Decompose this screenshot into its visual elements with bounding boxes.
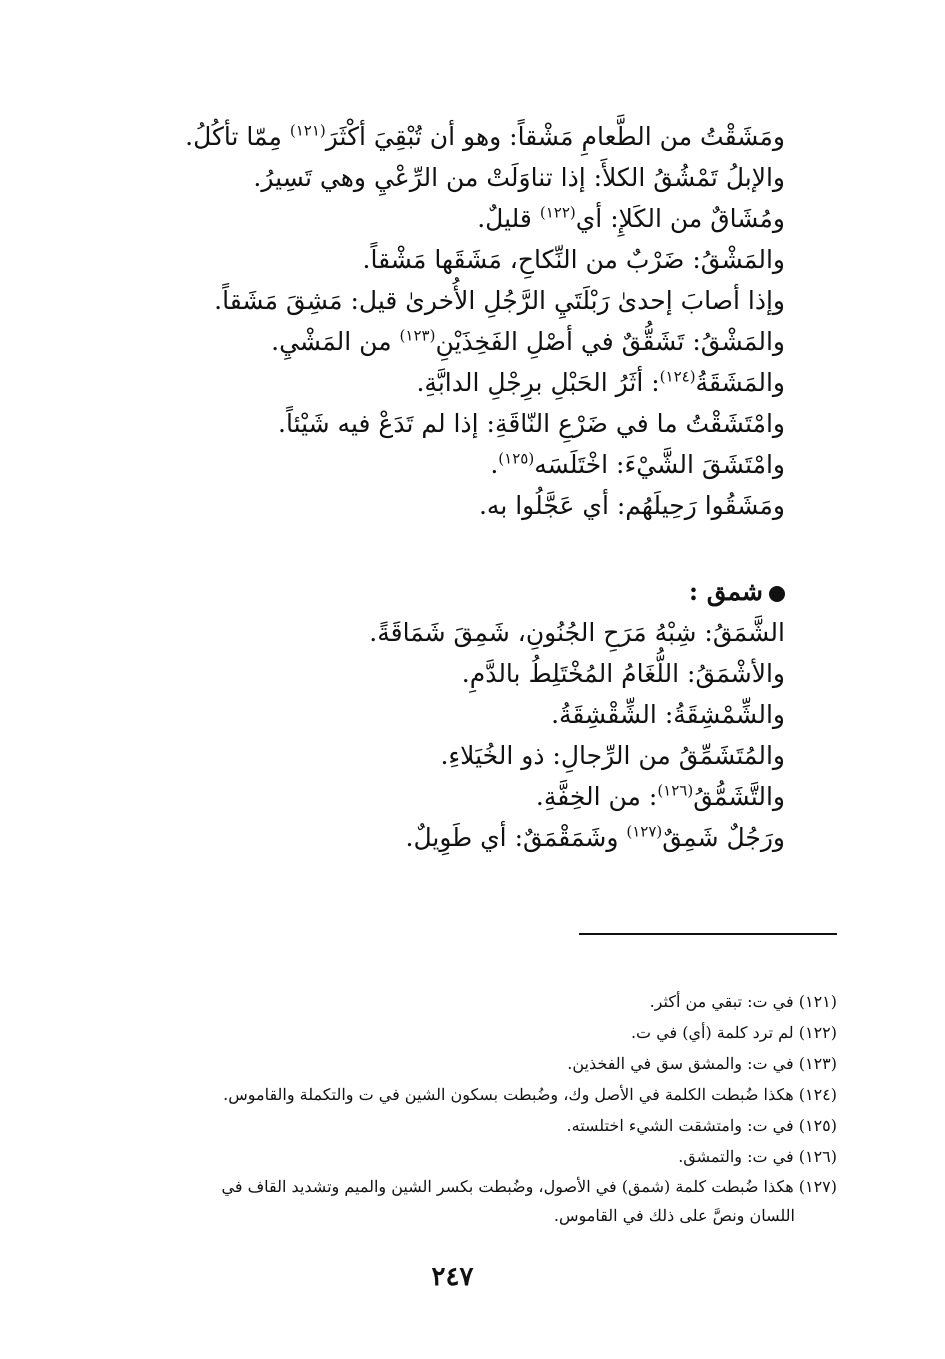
footnote-ref: (١٢١): [289, 121, 326, 140]
entries-group-mashq: [185, 116, 785, 526]
entry-line: [225, 157, 785, 198]
footnote-item: (١٢٦) في ت: والتمشق.: [678, 1147, 837, 1166]
entry-text: والمَشَقَةُ: [695, 368, 785, 397]
entry-text: ورَجُلٌ شَمِقٌ: [662, 823, 785, 852]
entry-text: والمُتَشَمِّقُ من الرِّجالِ: ذو الخُيَلاءِ.: [440, 741, 785, 770]
footnote-item: (١٢١) في ت: تبقي من أكثر.: [649, 992, 837, 1011]
section-gap: [225, 526, 785, 571]
entry-text: ومَشَقْتُ من الطَّعامِ مَشْقاً: وهو أن تُبْقِيَ أكْثَرَ: [325, 122, 785, 151]
entry-text-end: .: [490, 450, 499, 479]
main-text-block: [185, 116, 785, 858]
footnote-item: (١٢٣) في ت: والمشق سق في الفخذين.: [567, 1054, 837, 1073]
footnote-ref: (١٢٣): [399, 326, 436, 345]
footnote-item: (١٢٢) لم ترد كلمة (أي) في ت.: [630, 1023, 837, 1042]
section-heading: [225, 571, 785, 612]
entry-text: والشِّمْشِقَةُ: الشِّقْشِقَةُ.: [551, 700, 785, 729]
entry-line: [225, 321, 785, 362]
entry-text: ومُشَاقٌ من الكَلإِ: أي: [575, 204, 785, 233]
entry-text: والتَّشَمُّقُ: [693, 782, 785, 811]
footnote-ref: (١٢٤): [659, 367, 696, 386]
footnote-text: (١٢٧) هكذا ضُبطت كلمة (شمق) في الأصول، وضُبطت بكسر الشين والميم وتشديد القاف في: [221, 1177, 837, 1196]
entry-line: [225, 653, 785, 694]
entry-line: [185, 116, 785, 157]
entries-group-shamq: [225, 612, 785, 858]
entry-text: وامْتَشَقْتُ ما في ضَرْعِ النّاقَةِ: إذا لم تَدَعْ فيه شَيْئاً.: [278, 409, 785, 438]
entry-text: وامْتَشَقَ الشَّيْءَ: اخْتَلَسَه: [534, 450, 785, 479]
entry-line: [225, 198, 785, 239]
entry-line: [225, 735, 785, 776]
page-number: ٢٤٧: [431, 1262, 474, 1292]
entry-text: ومَشَقُوا رَحِيلَهُم: أي عَجَّلُوا به.: [478, 491, 785, 520]
entry-text-end: مِمّا تأكُلُ.: [185, 122, 290, 151]
footnote-item: (١٢٤) هكذا ضُبطت الكلمة في الأصل وك، وضُبطت بسكون الشين في ت والتكملة والقاموس.: [223, 1085, 837, 1104]
entry-line: [225, 612, 785, 653]
footnote-ref: (١٢٥): [498, 449, 535, 468]
entry-line: [214, 280, 785, 321]
entry-text: والمَشْقُ: ضَرْبٌ من النِّكاحِ، مَشَقَها مَشْقاً.: [362, 245, 785, 274]
entry-text: الشَّمَقُ: شِبْهُ مَرَحِ الجُنُونِ، شَمِقَ شَمَاقَةً.: [369, 618, 785, 647]
entry-line: [225, 776, 785, 817]
entry-text-end: قليلٌ.: [477, 204, 540, 233]
entry-line: [225, 694, 785, 735]
entry-line: [225, 403, 785, 444]
footnote-item: (١٢٥) في ت: وامتشقت الشيء اختلسته.: [566, 1116, 837, 1135]
entry-line: [225, 362, 785, 403]
footnote-ref: (١٢٦): [657, 781, 694, 800]
entry-text-end: وشَمَقْمَقٌ: أي طَوِيلٌ.: [405, 823, 627, 852]
footnotes-block: [117, 986, 837, 1230]
entry-text: والإبلُ تَمْشُقُ الكلأَ: إذا تناوَلَتْ من الرِّعْيِ وهي تَسِيرُ.: [253, 163, 785, 192]
footnote-ref: (١٢٧): [626, 822, 663, 841]
entry-line: [225, 239, 785, 280]
entry-line: [225, 444, 785, 485]
footnote-continuation: اللسان ونصَّ على ذلك في القاموس.: [553, 1206, 795, 1225]
entry-line: [225, 817, 785, 858]
entry-text: وإذا أصابَ إحدىٰ رَبْلَتَيِ الرَّجُلِ الأُخرىٰ قيل: مَشِقَ مَشَقاً.: [214, 286, 785, 315]
entry-text-end: من المَشْيِ.: [271, 327, 400, 356]
section-heading-text: شمق :: [688, 577, 763, 606]
entry-text: والأشْمَقُ: اللُّغَامُ المُخْتَلِطُ بالدَّمِ.: [461, 659, 785, 688]
entry-text-end: : أثَرُ الحَبْلِ برِجْلِ الدابَّةِ.: [416, 368, 660, 397]
entry-text: والمَشْقُ: تَشَقُّقٌ في أصْلِ الفَخِذَيْنِ: [435, 327, 785, 356]
entry-line: [225, 485, 785, 526]
bullet-icon: [769, 586, 785, 602]
footnote-separator: [579, 933, 837, 935]
entry-text-end: : من الخِفَّةِ.: [535, 782, 658, 811]
footnote-item: [117, 1172, 837, 1230]
footnote-list: [117, 986, 837, 1172]
footnote-ref: (١٢٢): [539, 203, 576, 222]
